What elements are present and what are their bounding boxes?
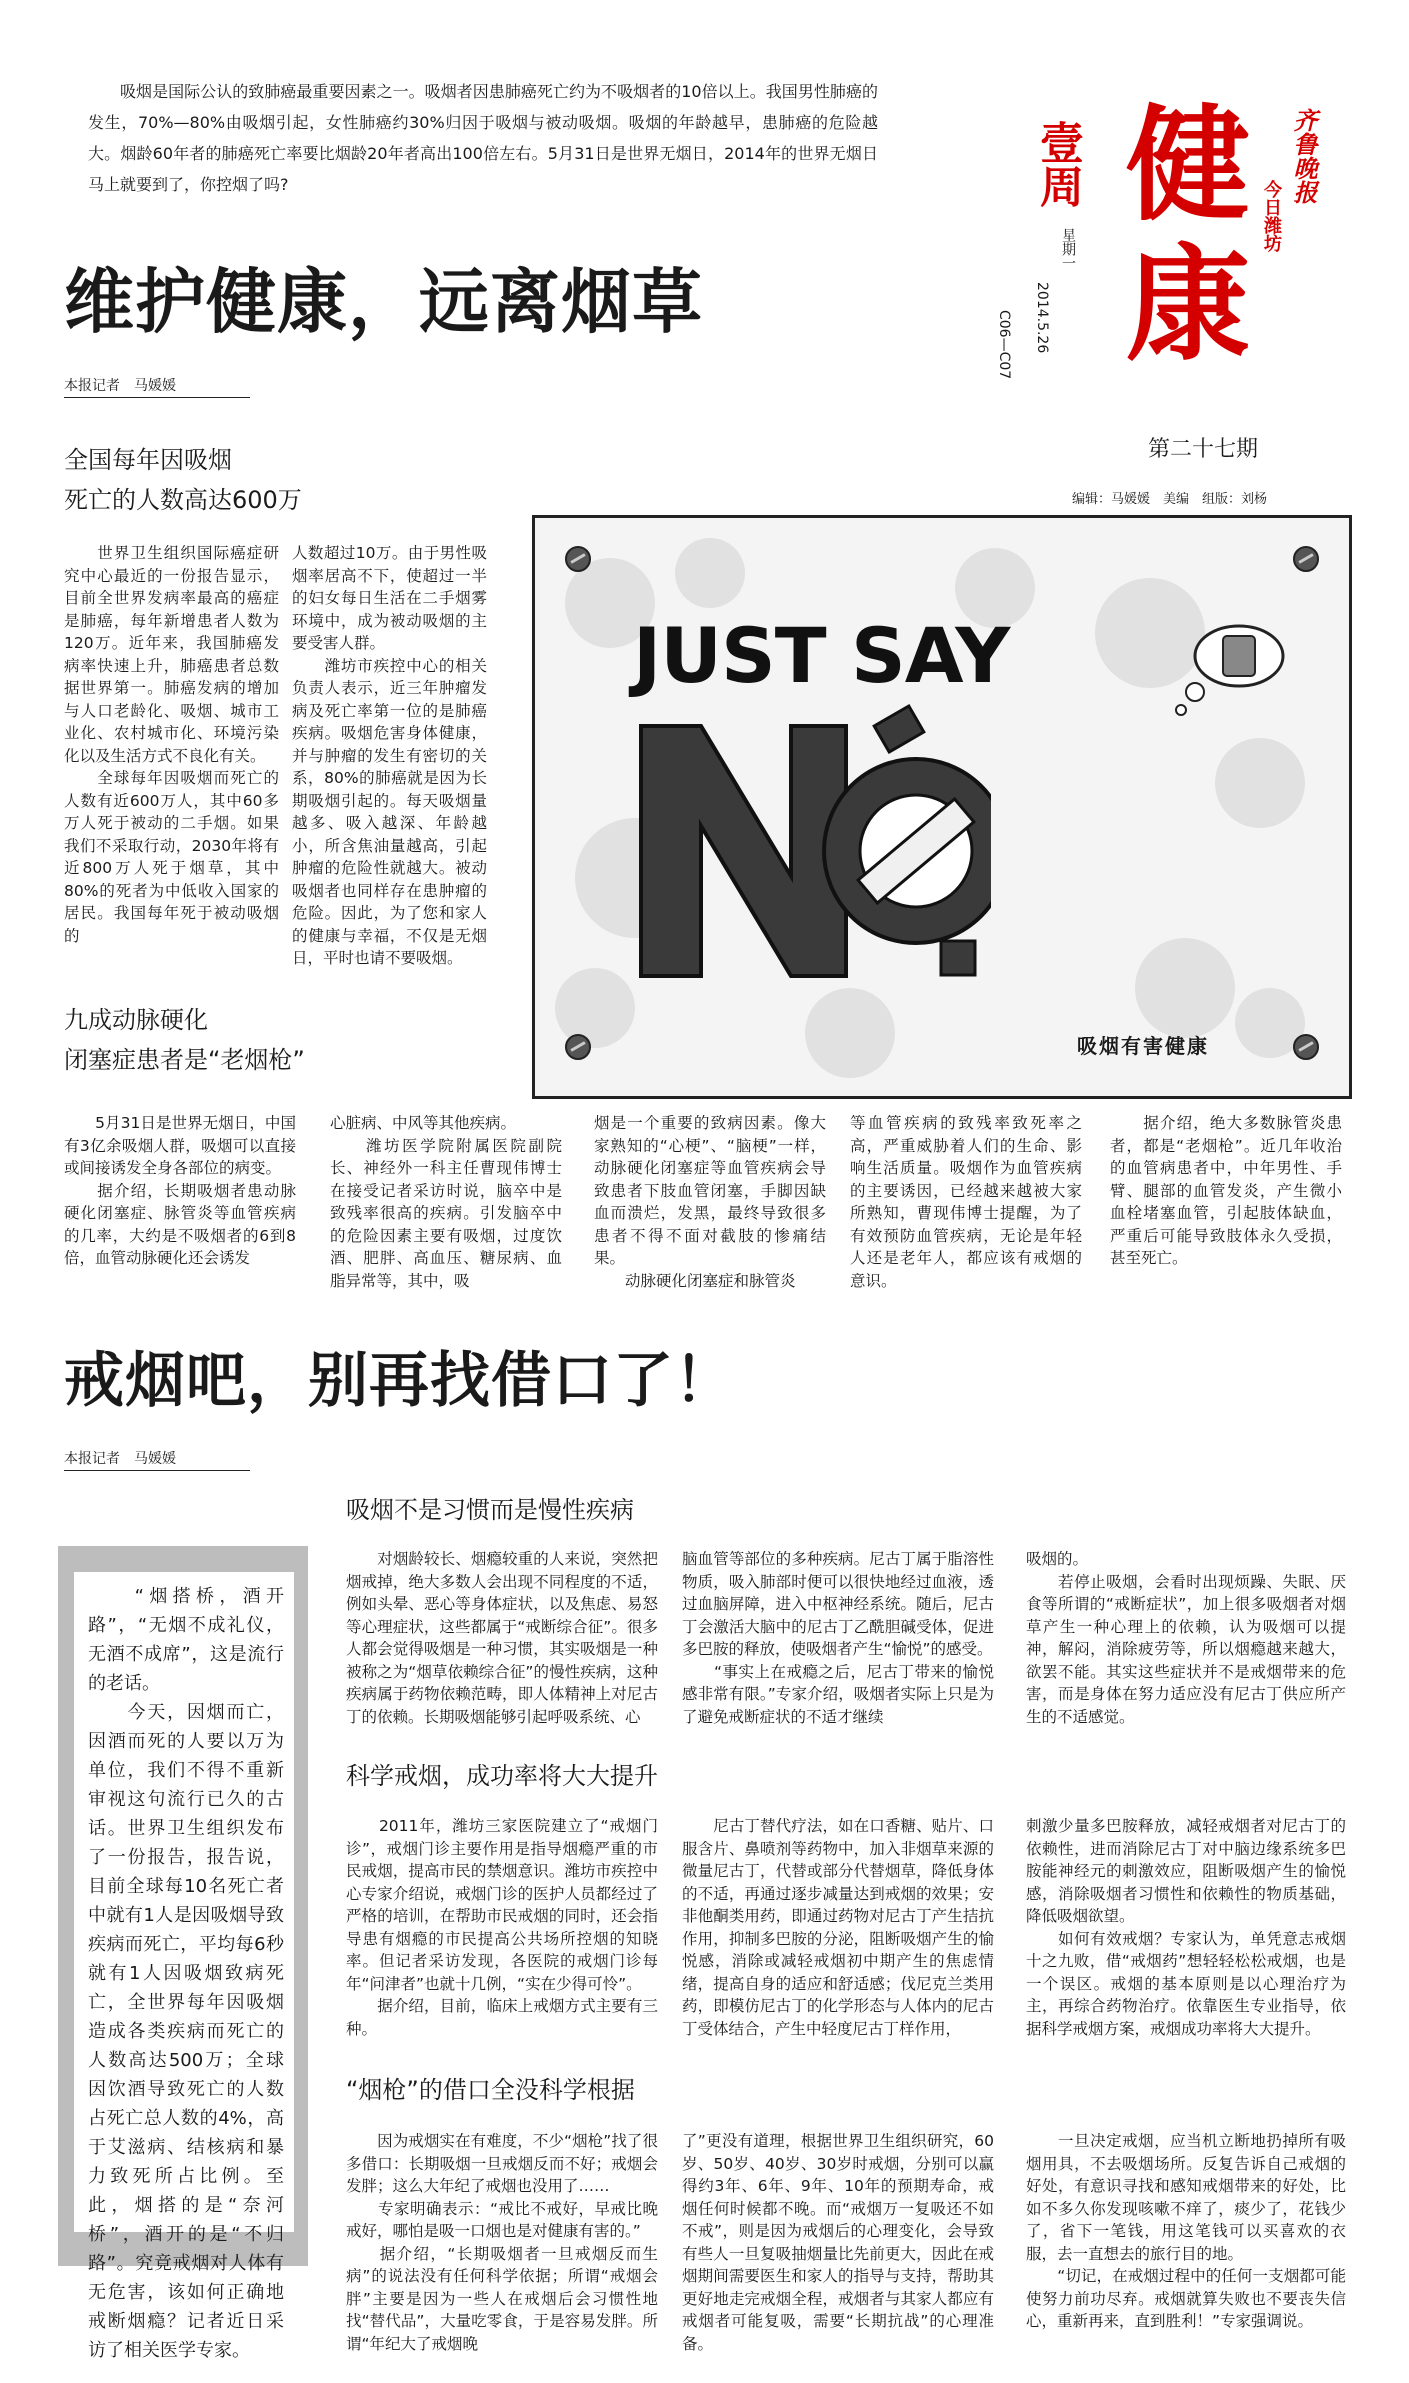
article2-section2-col2: 尼古丁替代疗法，如在口香糖、贴片、口服含片、鼻喷剂等药物中，加入非烟草来源的微量尼古丁，代替或部分代替烟草，降低身体的不适，再通过逐步减量达到戒烟的效果；安非他酮类用药，即通过药物对尼古丁产生拮抗作用，抑制多巴胺的分泌，阻断吸烟产生的愉悦感，消除或减轻戒烟初中期产生的焦虑情绪，提高自身的适应和舒适感；伐尼克兰类用药，即模仿尼古丁的化学形态与人体内的尼古丁受体结合，产生中轻度尼古丁样作用，	[682, 1817, 994, 2038]
sidebar-box	[58, 1546, 308, 2361]
intro-paragraph: 吸烟是国际公认的致肺癌最重要因素之一。吸烟者因患肺癌死亡约为不吸烟者的10倍以上。我国男性肺癌的发生，70%—80%由吸烟引起，女性肺癌约30%归因于吸烟与被动吸烟。吸烟的年龄越早，患肺癌的危险越大。烟龄60年者的肺癌死亡率要比烟龄20年者高出100倍左右。5月31日是世界无烟日，2014年的世界无烟日马上就要到了，你控烟了吗?	[88, 82, 878, 194]
article2-section3-col2: 了”更没有道理，根据世界卫生组织研究，60岁、50岁、40岁、30岁时戒烟，分别可以赢得约3年、6年、9年、10年的预期寿命，戒烟任何时候都不晚。而“戒烟万一复吸还不如不戒”，则是因为戒烟后的心理变化，会导致有些人一旦复吸抽烟量比先前更大，因此在戒烟期间需要医生和家人的指导与支持，帮助其更好地走完戒烟全程，戒烟者与其家人都应有戒烟者可能复吸，需要“长期抗战”的心理准备。	[682, 2132, 994, 2353]
masthead-paper-name: 齐鲁晚报	[1289, 108, 1317, 204]
sidebar-text: “烟搭桥，酒开路”，“无烟不成礼仪，无酒不成席”，这是流行的老话。 今天，因烟而亡，因酒而死的人要以万为单位，我们不得不重新审视这句流行已久的古话。世界卫生组织发布了一份报告，报告说，目前全球每10名死亡者中就有1人是因吸烟导致疾病而死亡，平均每6秒就有1人因吸烟致病死亡，全世界每年因吸烟造成各类疾病而死亡的人数高达500万；全球因饮酒导致死亡的人数占死亡总人数的4%，高于艾滋病、结核病和暴力致死所占比例。至此，烟搭的是“奈河桥”，酒开的是“不归路”。究竟戒烟对人体有无危害，该如何正确地戒断烟瘾？记者近日采访了相关医学专家。	[88, 1586, 284, 2361]
article2-headline: 戒烟吧，别再找借口了！	[64, 1346, 735, 1416]
poster-slogan-line1: JUST SAY	[633, 611, 1010, 700]
poster-caption: 吸烟有害健康	[1077, 1034, 1209, 1058]
poster-background-dot	[1135, 938, 1235, 1038]
article2-section1-title: 吸烟不是习惯而是慢性疾病	[346, 1496, 634, 1524]
just-say-no-poster	[532, 515, 1352, 1099]
article1-byline-rule	[64, 397, 250, 398]
masthead-week: 壹周	[1032, 120, 1083, 208]
article2-section1-col3: 吸烟的。 若停止吸烟，会看时出现烦躁、失眠、厌食等所谓的“戒断症状”，加上很多吸烟者对烟草产生一种心理上的依赖，认为吸烟可以提神，解闷，消除疲劳等，所以烟瘾越来越大，欲罢不能。其实这些症状并不是戒烟带来的危害，而是身体在努力适应没有尼古丁供应所产生的不适感觉。	[1026, 1550, 1346, 1726]
sidebar-inner	[74, 1572, 294, 2361]
article1-section2-title-line1: 九成动脉硬化	[64, 1006, 208, 1034]
article1-section1-title-line2: 死亡的人数高达600万	[64, 486, 302, 514]
screw-icon	[1293, 1034, 1319, 1060]
masthead-date: 2014.5.26	[1034, 282, 1050, 354]
poster-background-dot	[1215, 738, 1305, 828]
article1-section2-col2: 心脏病、中风等其他疾病。 潍坊医学院附属医院副院长、神经外一科主任曹现伟博士在接受记者采访时说，脑卒中是致残率很高的疾病。引发脑卒中的危险因素主要有吸烟，过度饮酒、肥胖、高血压、糖尿病、血脂异常等，其中，吸	[330, 1114, 562, 1290]
article1-section2-col5: 据介绍，绝大多数脉管炎患者，都是“老烟枪”。近几年收治的血管病患者中，中年男性、手臂、腿部的血管发炎，产生微小血栓堵塞血管，引起肢体缺血，严重后可能导致肢体永久受损，甚至死亡。	[1110, 1114, 1342, 1267]
poster-slogan-line2	[631, 686, 991, 986]
masthead-title-text: 健康	[1125, 94, 1250, 378]
poster-background-dot	[555, 968, 635, 1048]
article2-section1-col2: 脑血管等部位的多种疾病。尼古丁属于脂溶性物质，吸入肺部时便可以很快地经过血液，透过血脑屏障，进入中枢神经系统。随后，尼古丁会激活大脑中的尼古丁乙酰胆碱受体，促进多巴胺的释放，使吸烟者产生“愉悦”的感受。 “事实上在戒瘾之后，尼古丁带来的愉悦感非常有限。”专家介绍，吸烟者实际上只是为了避免戒断症状的不适才继续	[682, 1550, 994, 1726]
masthead-title	[1118, 96, 1258, 376]
masthead-credits: 编辑：马媛媛 美编 组版：刘杨	[1072, 492, 1268, 507]
screw-icon	[565, 546, 591, 572]
article2-section3-col1: 因为戒烟实在有难度，不少“烟枪”找了很多借口：长期吸烟一旦戒烟反而不好；戒烟会发胖；这么大年纪了戒烟也没用了…… 专家明确表示：“戒比不戒好，早戒比晚戒好，哪怕是吸一口烟也是对健康有害的。” 据介绍，“长期吸烟者一旦戒烟反而生病”的说法没有任何科学依据；所谓“戒烟会胖”主要是因为一些人在戒烟后会习惯性地找“替代品”，大量吃零食，于是容易发胖。所谓“年纪大了戒烟晚	[346, 2132, 658, 2353]
masthead-pages: C06—C07	[996, 310, 1012, 380]
masthead-weekday: 星期一	[1060, 228, 1076, 270]
no-graphic	[631, 686, 991, 986]
article2-byline: 本报记者 马媛媛	[64, 1451, 176, 1467]
article1-section1-col1: 世界卫生组织国际癌症研究中心最近的一份报告显示，目前全世界发病率最高的癌症是肺癌，每年新增患者人数为120万。近年来，我国肺癌发病率快速上升，肺癌患者总数据世界第一。肺癌发病的增加与人口老龄化、吸烟、城市工业化、农村城市化、环境污染化以及生活方式不良化有关。 全球每年因吸烟而死亡的人数有近600万人，其中60多万人死于被动的二手烟。如果我们不采取行动，2030年将有近800万人死于烟草，其中80%的死者为中低收入国家的居民。我国每年死于被动吸烟的	[64, 544, 279, 945]
article2-section3-title: “烟枪”的借口全没科学根据	[346, 2076, 635, 2104]
thought-bubble-icon	[1173, 618, 1293, 718]
article1-headline: 维护健康，远离烟草	[64, 261, 703, 343]
article1-section2-title-line2: 闭塞症患者是“老烟枪”	[64, 1046, 305, 1074]
article2-section2-col1: 2011年，潍坊三家医院建立了“戒烟门诊”，戒烟门诊主要作用是指导烟瘾严重的市民戒烟，提高市民的禁烟意识。潍坊市疾控中心专家介绍说，戒烟门诊的医护人员都经过了严格的培训，在帮助市民戒烟的同时，还会指导患有烟瘾的市民提高公共场所控烟的知晓率。但记者采访发现，各医院的戒烟门诊每年“问津者”也就十几例，“实在少得可怜”。 据介绍，目前，临床上戒烟方式主要有三种。	[346, 1817, 658, 2038]
article1-section1-title	[64, 440, 484, 520]
article1-section2-title	[64, 1000, 484, 1080]
article2-section1-col1: 对烟龄较长、烟瘾较重的人来说，突然把烟戒掉，绝大多数人会出现不同程度的不适，例如头晕、恶心等身体症状，以及焦虑、易怒等心理症状，这些都属于“戒断综合征”。很多人都会觉得吸烟是一种习惯，其实吸烟是一种被称之为“烟草依赖综合征”的慢性疾病，这种疾病属于药物依赖范畴，即人体精神上对尼古丁的依赖。长期吸烟能够引起呼吸系统、心	[346, 1550, 658, 1726]
masthead-edition: 今日潍坊	[1261, 180, 1282, 252]
article1-section2-col3: 烟是一个重要的致病因素。像大家熟知的“心梗”、“脑梗”一样，动脉硬化闭塞症等血管疾病会导致患者下肢血管闭塞，手脚因缺血而溃烂，发黑，最终导致很多患者不得不面对截肢的惨痛结果。 动脉硬化闭塞症和脉管炎	[594, 1114, 826, 1290]
article2-section3-col3: 一旦决定戒烟，应当机立断地扔掉所有吸烟用具，不去吸烟场所。反复告诉自己戒烟的好处，有意识寻找和感知戒烟带来的好处，比如不多久你发现咳嗽不痒了，痰少了，花钱少了，省下一笔钱，用这笔钱可以买喜欢的衣服，去一直想去的旅行目的地。 “切记，在戒烟过程中的任何一支烟都可能使努力前功尽弃。戒烟就算失败也不要丧失信心，重新再来，直到胜利！”专家强调说。	[1026, 2132, 1346, 2330]
poster-background-dot	[805, 988, 895, 1078]
article1-section2-col4: 等血管疾病的致残率致死率之高，严重威胁着人们的生命、影响生活质量。吸烟作为血管疾病的主要诱因，已经越来越被大家所熟知，曹现伟博士提醒，为了有效预防血管疾病，无论是年轻人还是老年人，都应该有戒烟的意识。	[850, 1114, 1082, 1290]
screw-icon	[1293, 546, 1319, 572]
article1-section2-col1: 5月31日是世界无烟日，中国有3亿余吸烟人群，吸烟可以直接或间接诱发全身各部位的病变。 据介绍，长期吸烟者患动脉硬化闭塞症、脉管炎等血管疾病的几率，大约是不吸烟者的6到8倍，血管动脉硬化还会诱发	[64, 1114, 296, 1267]
article1-section1-title-line1: 全国每年因吸烟	[64, 446, 232, 474]
article2-section2-col3: 刺激少量多巴胺释放，减轻戒烟者对尼古丁的依赖性，进而消除尼古丁对中脑边缘系统多巴胺能神经元的刺激效应，阻断吸烟产生的愉悦感，消除吸烟者习惯性和依赖性的物质基础，降低吸烟欲望。 如何有效戒烟？专家认为，单凭意志戒烟十之九败，借“戒烟药”想轻轻松松戒烟，也是一个误区。戒烟的基本原则是以心理治疗为主，再综合药物治疗。依靠医生专业指导，依据科学戒烟方案，戒烟成功率将大大提升。	[1026, 1817, 1346, 2038]
screw-icon	[565, 1034, 591, 1060]
article2-byline-rule	[64, 1470, 250, 1471]
poster-background-dot	[675, 538, 745, 608]
article1-byline: 本报记者 马媛媛	[64, 378, 176, 394]
article2-section2-title: 科学戒烟，成功率将大大提升	[346, 1762, 658, 1790]
masthead-issue: 第二十七期	[1148, 437, 1259, 462]
article1-section1-col2: 人数超过10万。由于男性吸烟率居高不下，使超过一半的妇女每日生活在二手烟雾环境中，成为被动吸烟的主要受害人群。 潍坊市疾控中心的相关负责人表示，近三年肿瘤发病及死亡率第一位的是肺癌疾病。吸烟危害身体健康，并与肿瘤的发生有密切的关系，80%的肺癌就是因为长期吸烟引起的。每天吸烟量越多、吸入越深、年龄越小，所含焦油量越高，引起肿瘤的危险性就越大。被动吸烟者也同样存在患肿瘤的危险。因此，为了您和家人的健康与幸福，不仅是无烟日，平时也请不要吸烟。	[292, 544, 487, 967]
